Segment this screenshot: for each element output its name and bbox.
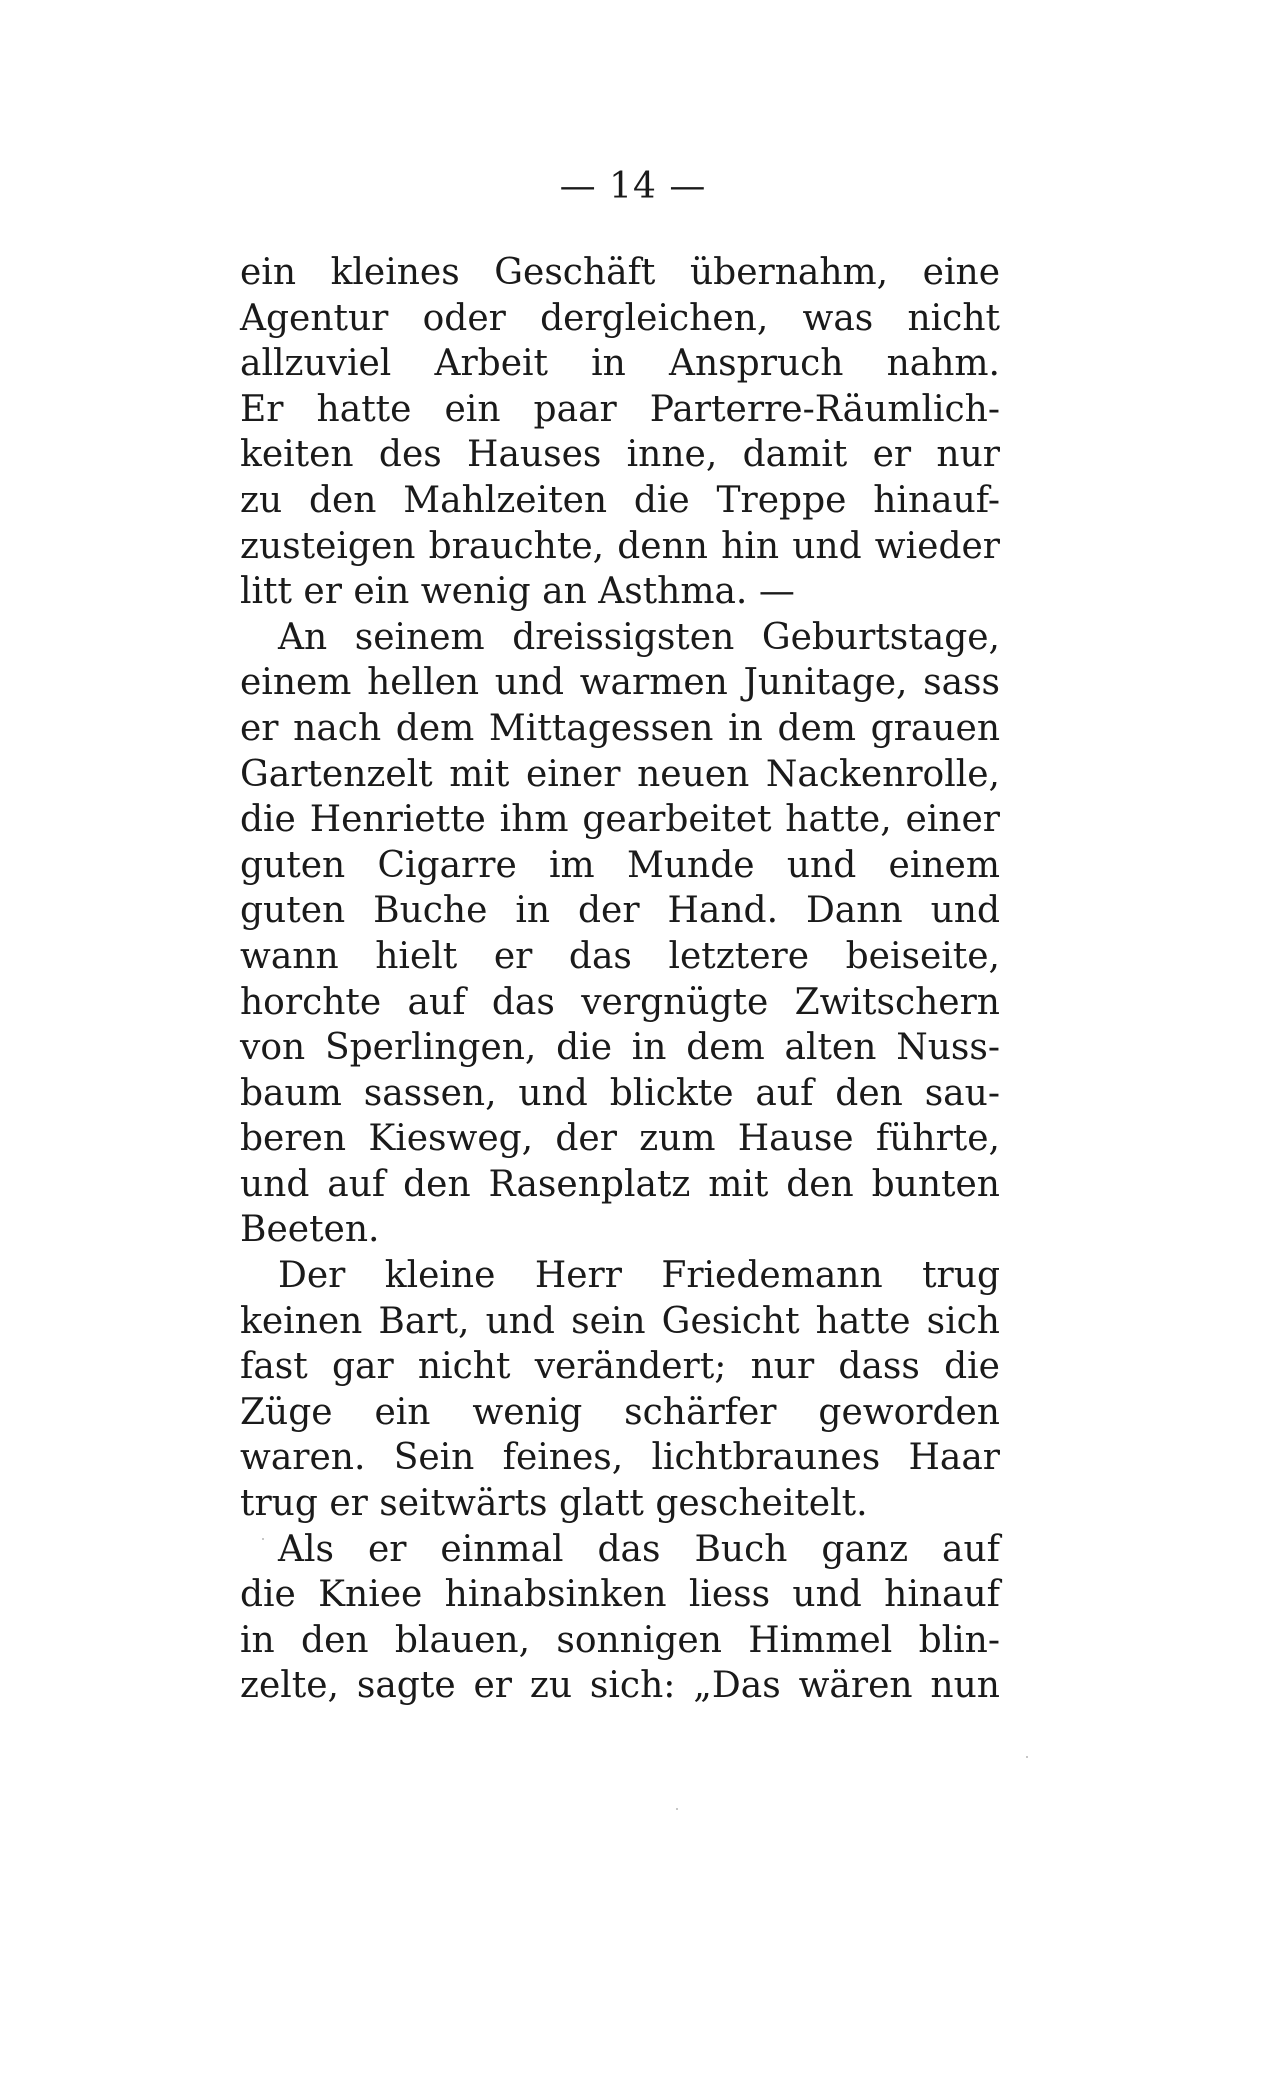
text-line: die Henriette ihm gearbeitet hatte, einer	[240, 799, 1000, 841]
text-line: zu den Mahlzeiten die Treppe hinauf-	[240, 479, 1000, 521]
text-line: baum sassen, und blickte auf den sau-	[240, 1072, 1000, 1114]
text-line: allzuviel Arbeit in Anspruch nahm.	[240, 343, 1000, 385]
text-line: wann hielt er das letztere beiseite,	[240, 935, 1000, 977]
text-line: Als er einmal das Buch ganz auf	[278, 1528, 1000, 1570]
text-line: horchte auf das vergnügte Zwitschern	[240, 981, 1000, 1023]
text-line: waren. Sein feines, lichtbraunes Haar	[240, 1437, 1000, 1479]
text-line: Beeten.	[240, 1209, 380, 1251]
text-line: von Sperlingen, die in dem alten Nuss-	[240, 1027, 1000, 1069]
paragraph-3	[240, 1253, 1000, 1527]
text-line: litt er ein wenig an Asthma. —	[240, 571, 795, 613]
text-line: trug er seitwärts glatt gescheitelt.	[240, 1483, 868, 1525]
text-line: fast gar nicht verändert; nur dass die	[240, 1346, 1000, 1388]
text-line: in den blauen, sonnigen Himmel blin-	[240, 1619, 1000, 1661]
text-line: Gartenzelt mit einer neuen Nackenrolle,	[240, 753, 1000, 795]
paragraph-4	[240, 1527, 1000, 1709]
text-line: und auf den Rasenplatz mit den bunten	[240, 1163, 1000, 1205]
paragraph-2	[240, 615, 1000, 1253]
body-text	[240, 250, 1000, 1709]
text-line: er nach dem Mittagessen in dem grauen	[240, 707, 1000, 749]
paper-speck	[1026, 1756, 1028, 1758]
text-line: guten Buche in der Hand. Dann und	[240, 890, 1000, 932]
text-line: einem hellen und warmen Junitage, sass	[240, 662, 1000, 704]
page-number: — 14 —	[559, 166, 707, 207]
text-line: zelte, sagte er zu sich: „Das wären nun	[240, 1665, 1000, 1707]
paper-speck	[676, 1808, 678, 1810]
text-line: beren Kiesweg, der zum Hause führte,	[240, 1118, 1000, 1160]
text-line: Züge ein wenig schärfer geworden	[240, 1391, 1000, 1433]
text-line: Er hatte ein paar Parterre-Räumlich-	[240, 388, 1000, 430]
text-line: guten Cigarre im Munde und einem	[240, 844, 1000, 886]
text-line: zusteigen brauchte, denn hin und wieder	[240, 525, 1000, 567]
text-line: keinen Bart, und sein Gesicht hatte sich	[240, 1300, 1000, 1342]
text-line: Der kleine Herr Friedemann trug	[278, 1255, 1000, 1297]
text-line: Agentur oder dergleichen, was nicht	[240, 297, 1000, 339]
text-line: ein kleines Geschäft übernahm, eine	[240, 252, 1000, 293]
text-line: keiten des Hauses inne, damit er nur	[240, 434, 1000, 476]
paper-speck	[262, 1538, 264, 1540]
paragraph-1	[240, 250, 1000, 615]
text-line: An seinem dreissigsten Geburtstage,	[278, 616, 1000, 658]
text-line: die Kniee hinabsinken liess und hinauf	[240, 1574, 1000, 1616]
